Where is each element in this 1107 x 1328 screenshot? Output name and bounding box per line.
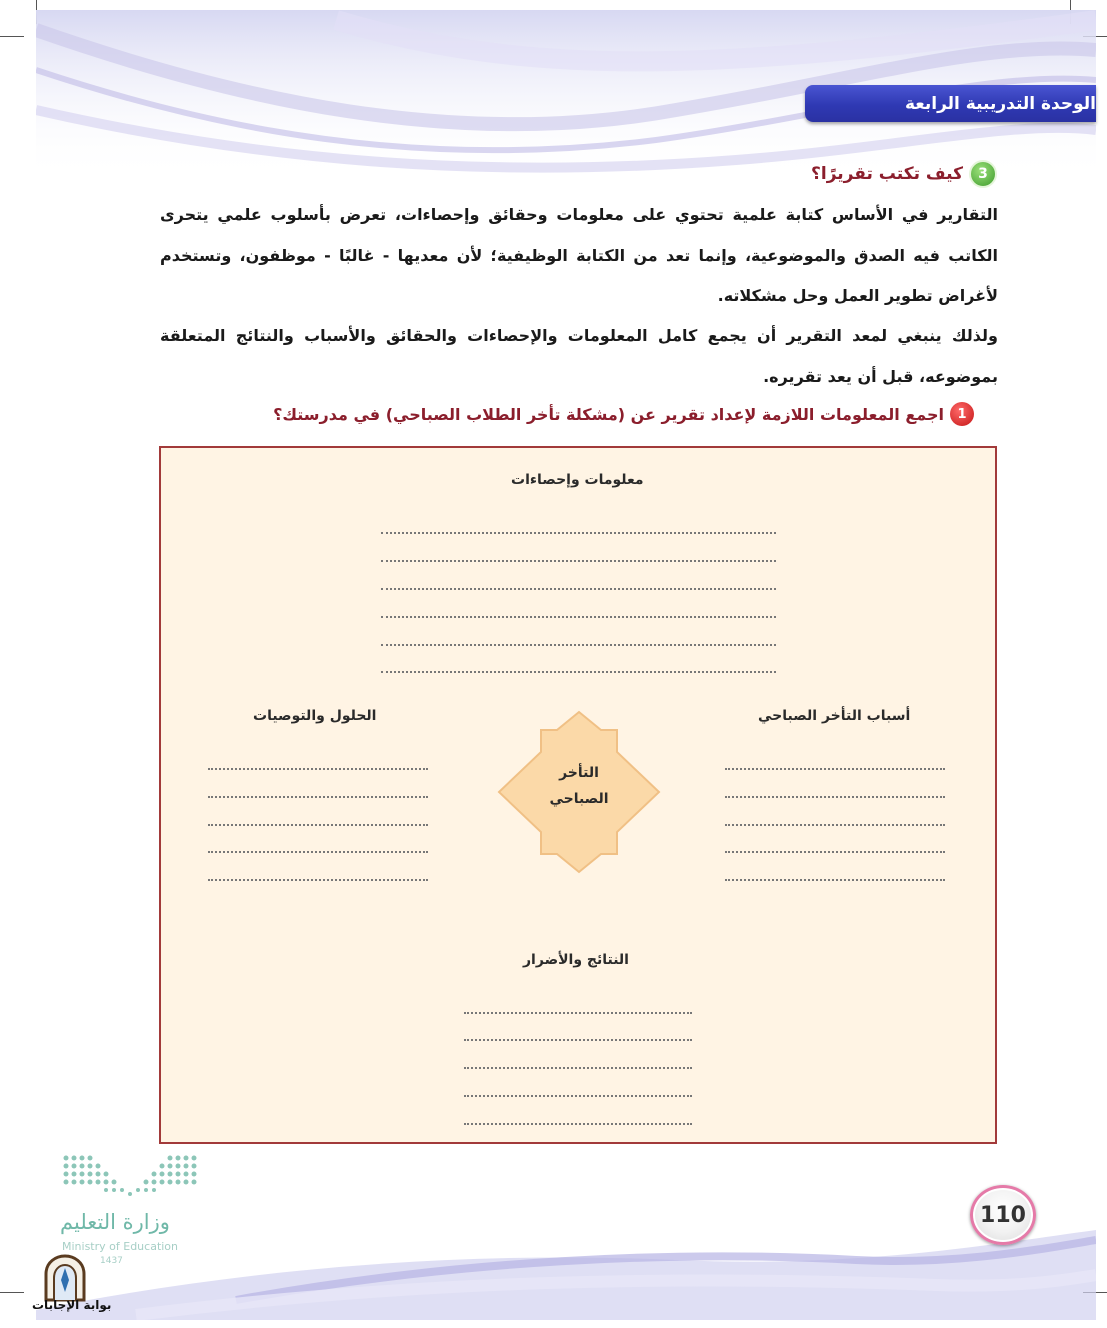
answer-line[interactable] xyxy=(725,796,945,798)
bottom-wave-decoration xyxy=(36,1190,1096,1320)
answer-line[interactable] xyxy=(208,768,428,770)
watermark-text: بوابة الإجابات xyxy=(32,1298,112,1312)
task-prompt xyxy=(273,402,974,426)
ministry-name-english: Ministry of Education xyxy=(62,1240,179,1253)
answer-line[interactable] xyxy=(208,851,428,853)
task-text: اجمع المعلومات اللازمة لإعداد تقرير عن (مشكلة تأخر الطلاب الصباحي) في مدرستك؟ xyxy=(273,404,944,424)
task-number-badge: 1 xyxy=(950,402,974,426)
answer-line[interactable] xyxy=(464,1095,692,1097)
ministry-logo-icon xyxy=(60,1152,200,1202)
answer-line[interactable] xyxy=(208,796,428,798)
ministry-name-arabic: وزارة التعليم xyxy=(60,1210,170,1234)
answer-line[interactable] xyxy=(464,1067,692,1069)
paragraph-2: ولذلك ينبغي لمعد التقرير أن يجمع كامل المعلومات والإحصاءات والحقائق والأسباب والنتائج المتعلقة بموضوعه، قبل أن يعد تقريره. xyxy=(160,326,998,386)
section-title: كيف تكتب تقريرًا؟ xyxy=(811,164,963,184)
answer-line[interactable] xyxy=(381,644,776,646)
crop-mark xyxy=(0,36,24,37)
solutions-label: الحلول والتوصيات xyxy=(253,708,377,724)
answer-line[interactable] xyxy=(725,879,945,881)
paragraph-1: التقارير في الأساس كتابة علمية تحتوي على معلومات وحقائق وإحصاءات، تعرض بأسلوب علمي يتحرى الكاتب فيه الصدق والموضوعية، وإنما تعد من الكتابة الوظيفية؛ لأن معديها - غالبًا - موظفون، وتستخدم لأغراض تطوير العمل وحل مشكلاته. xyxy=(160,205,998,305)
answer-line[interactable] xyxy=(725,768,945,770)
answer-line[interactable] xyxy=(381,616,776,618)
answer-line[interactable] xyxy=(208,879,428,881)
unit-title-banner xyxy=(805,85,1096,122)
ministry-year: 1437 xyxy=(100,1256,123,1266)
section-heading xyxy=(811,160,997,188)
crop-mark xyxy=(0,1292,24,1293)
answer-line[interactable] xyxy=(381,532,776,534)
answer-line[interactable] xyxy=(464,1012,692,1014)
section-number-badge: 3 xyxy=(969,160,997,188)
answer-line[interactable] xyxy=(381,588,776,590)
unit-title: الوحدة التدريبية الرابعة xyxy=(904,93,1096,114)
center-topic-line2: الصباحي xyxy=(549,791,609,807)
answer-line[interactable] xyxy=(464,1039,692,1041)
answer-line[interactable] xyxy=(208,824,428,826)
results-label: النتائج والأضرار xyxy=(523,952,629,968)
gate-logo-icon xyxy=(42,1254,88,1302)
worksheet-box xyxy=(159,446,997,1144)
answer-line[interactable] xyxy=(725,851,945,853)
answer-line[interactable] xyxy=(464,1123,692,1125)
center-topic xyxy=(497,760,661,812)
answer-line[interactable] xyxy=(381,560,776,562)
center-topic-line1: التأخر xyxy=(559,765,599,781)
answer-line[interactable] xyxy=(381,671,776,673)
causes-label: أسباب التأخر الصباحي xyxy=(758,708,911,724)
info-stats-label: معلومات وإحصاءات xyxy=(511,472,644,488)
answer-line[interactable] xyxy=(725,824,945,826)
page-number: 110 xyxy=(970,1185,1036,1245)
